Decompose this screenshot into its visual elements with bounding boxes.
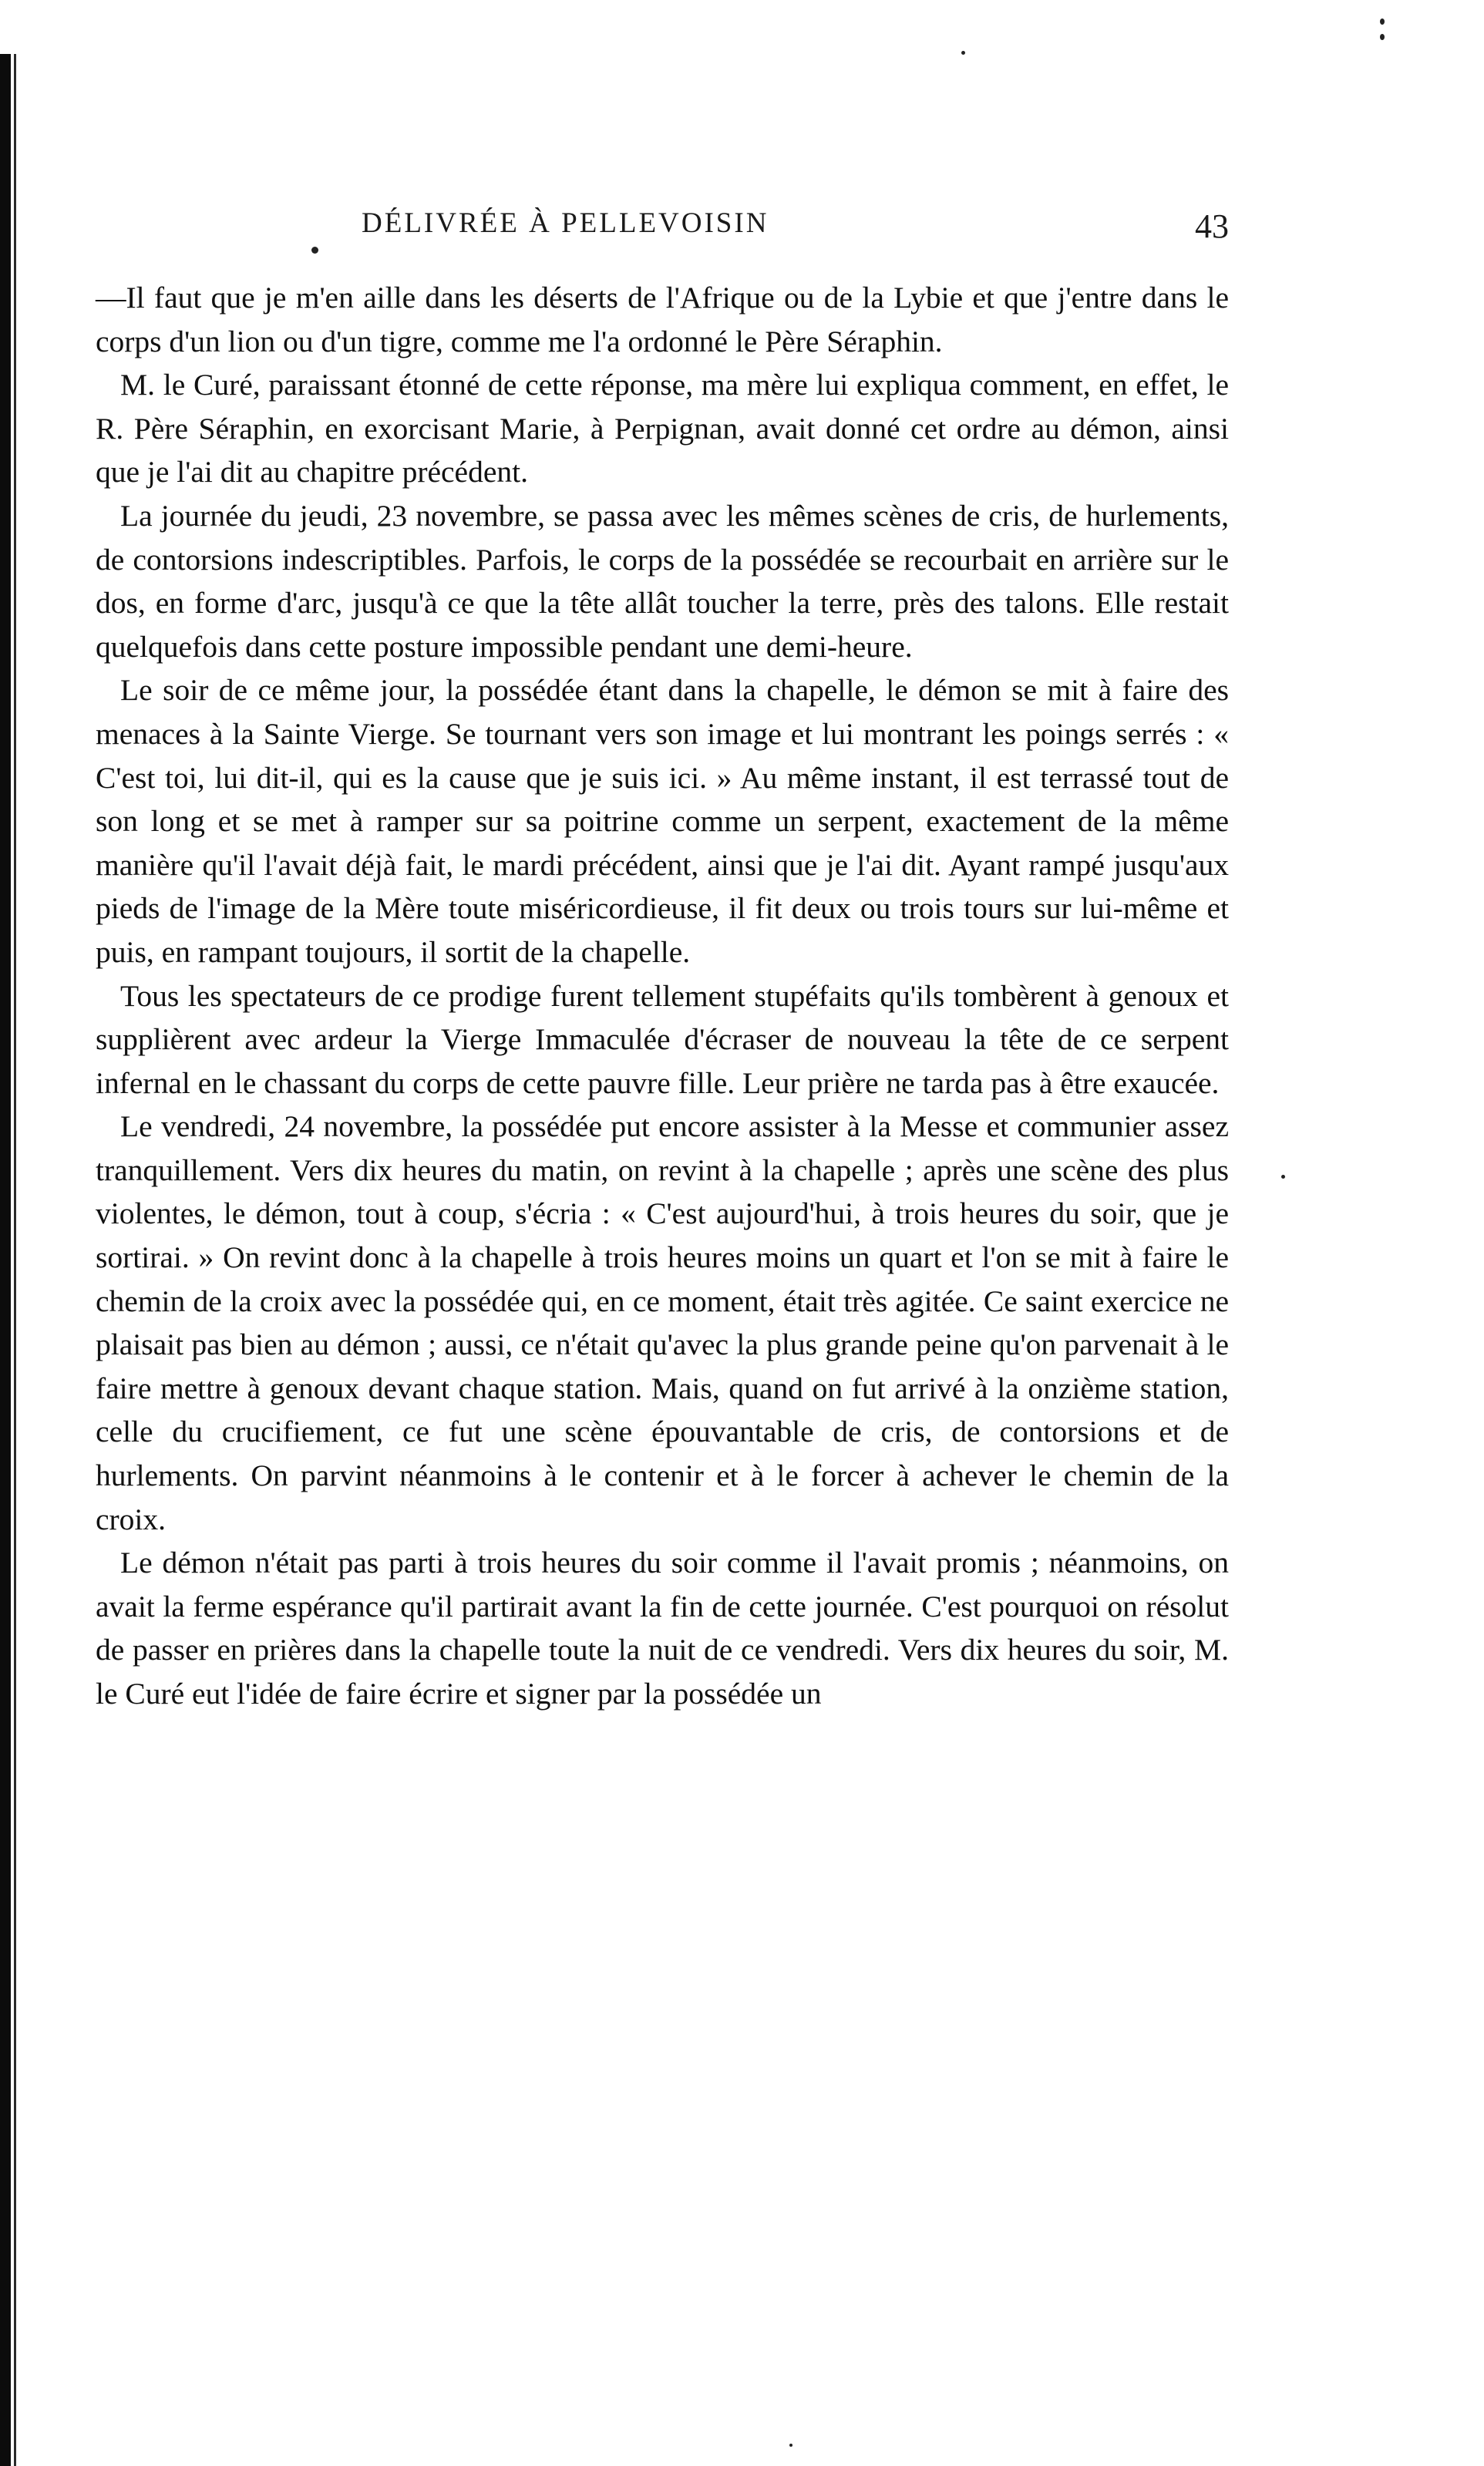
page-header [96,207,1229,253]
print-speck [961,51,965,55]
body-text [96,276,1229,1716]
paragraph-7: Le démon n'était pas parti à trois heures du soir comme il l'avait promis ; néanmoins, on avait la ferme espérance qu'il partirait avant la fin de cette journée. C'est pourquoi on résolut de passer en prières dans la chapelle toute la nuit de ce vendredi. Vers dix heures du soir, M. le Curé eut l'idée de faire écrire et signer par la possédée un [96,1546,1229,1711]
paragraph-6: Le vendredi, 24 novembre, la possédée put encore assister à la Messe et communier assez tranquillement. Vers dix heures du matin, on revint à la chapelle ; après une scène des plus violentes, le démon, tout à coup, s'écria : « C'est aujourd'hui, à trois heures du soir, que je sortirai. » On revint donc à la chapelle à trois heures moins un quart et l'on se mit à faire le chemin de la croix avec la possédée qui, en ce moment, était très agitée. Ce saint exercice ne plaisait pas bien au démon ; aussi, ce n'était qu'avec la plus grande peine qu'on parvenait à le faire mettre à genoux devant chaque station. Mais, quand on fut arrivé à la onzième station, celle du crucifiement, ce fut une scène épouvantable de cris, de contorsions et de hurlements. On parvint néanmoins à le contenir et à le forcer à achever le chemin de la croix. [96,1109,1229,1536]
binding-shadow-line [14,54,16,2466]
paragraph-3: La journée du jeudi, 23 novembre, se passa avec les mêmes scènes de cris, de hurlements, de contorsions indescriptibles. Parfois, le corps de la possédée se recourbait en arrière sur le dos, en forme d'arc, jusqu'à ce que la tête allât toucher la terre, près des talons. Elle restait quelquefois dans cette posture impossible pendant une demi-heure. [96,498,1229,664]
paragraph-5: Tous les spectateurs de ce prodige furent tellement stupéfaits qu'ils tombèrent à genoux et supplièrent avec ardeur la Vierge Immaculée d'écraser de nouveau la tête de ce serpent infernal en le chassant du corps de cette pauvre fille. Leur prière ne tarda pas à être exaucée. [96,978,1229,1100]
print-speck [789,2444,792,2447]
print-speck [1380,34,1385,40]
paragraph-4: Le soir de ce même jour, la possédée étant dans la chapelle, le démon se mit à faire des menaces à la Sainte Vierge. Se tournant vers son image et lui montrant les poings serrés : « C'est toi, lui dit-il, qui es la cause que je suis ici. » Au même instant, il est terrassé tout de son long et se met à ramper sur sa poitrine comme un serpent, exactement de la même manière qu'il l'avait déjà fait, le mardi précédent, ainsi que je l'ai dit. Ayant rampé jusqu'aux pieds de l'image de la Mère toute miséricordieuse, il fit deux ou trois tours sur lui-même et puis, en rampant toujours, il sortit de la chapelle. [96,673,1229,969]
print-speck [1380,19,1385,25]
binding-shadow [0,54,11,2466]
page-number: 43 [1195,207,1229,245]
running-title: DÉLIVRÉE À PELLEVOISIN [362,207,769,239]
paragraph-2: M. le Curé, paraissant étonné de cette réponse, ma mère lui expliqua comment, en effet, le R. Père Séraphin, en exorcisant Marie, à Perpignan, avait donné cet ordre au démon, ainsi que je l'ai dit au chapitre précédent. [96,368,1229,489]
print-speck [1281,1175,1285,1179]
paragraph-1: —Il faut que je m'en aille dans les déserts de l'Afrique ou de la Lybie et que j'entre dans le corps d'un lion ou d'un tigre, comme me l'a ordonné le Père Séraphin. [96,281,1229,358]
